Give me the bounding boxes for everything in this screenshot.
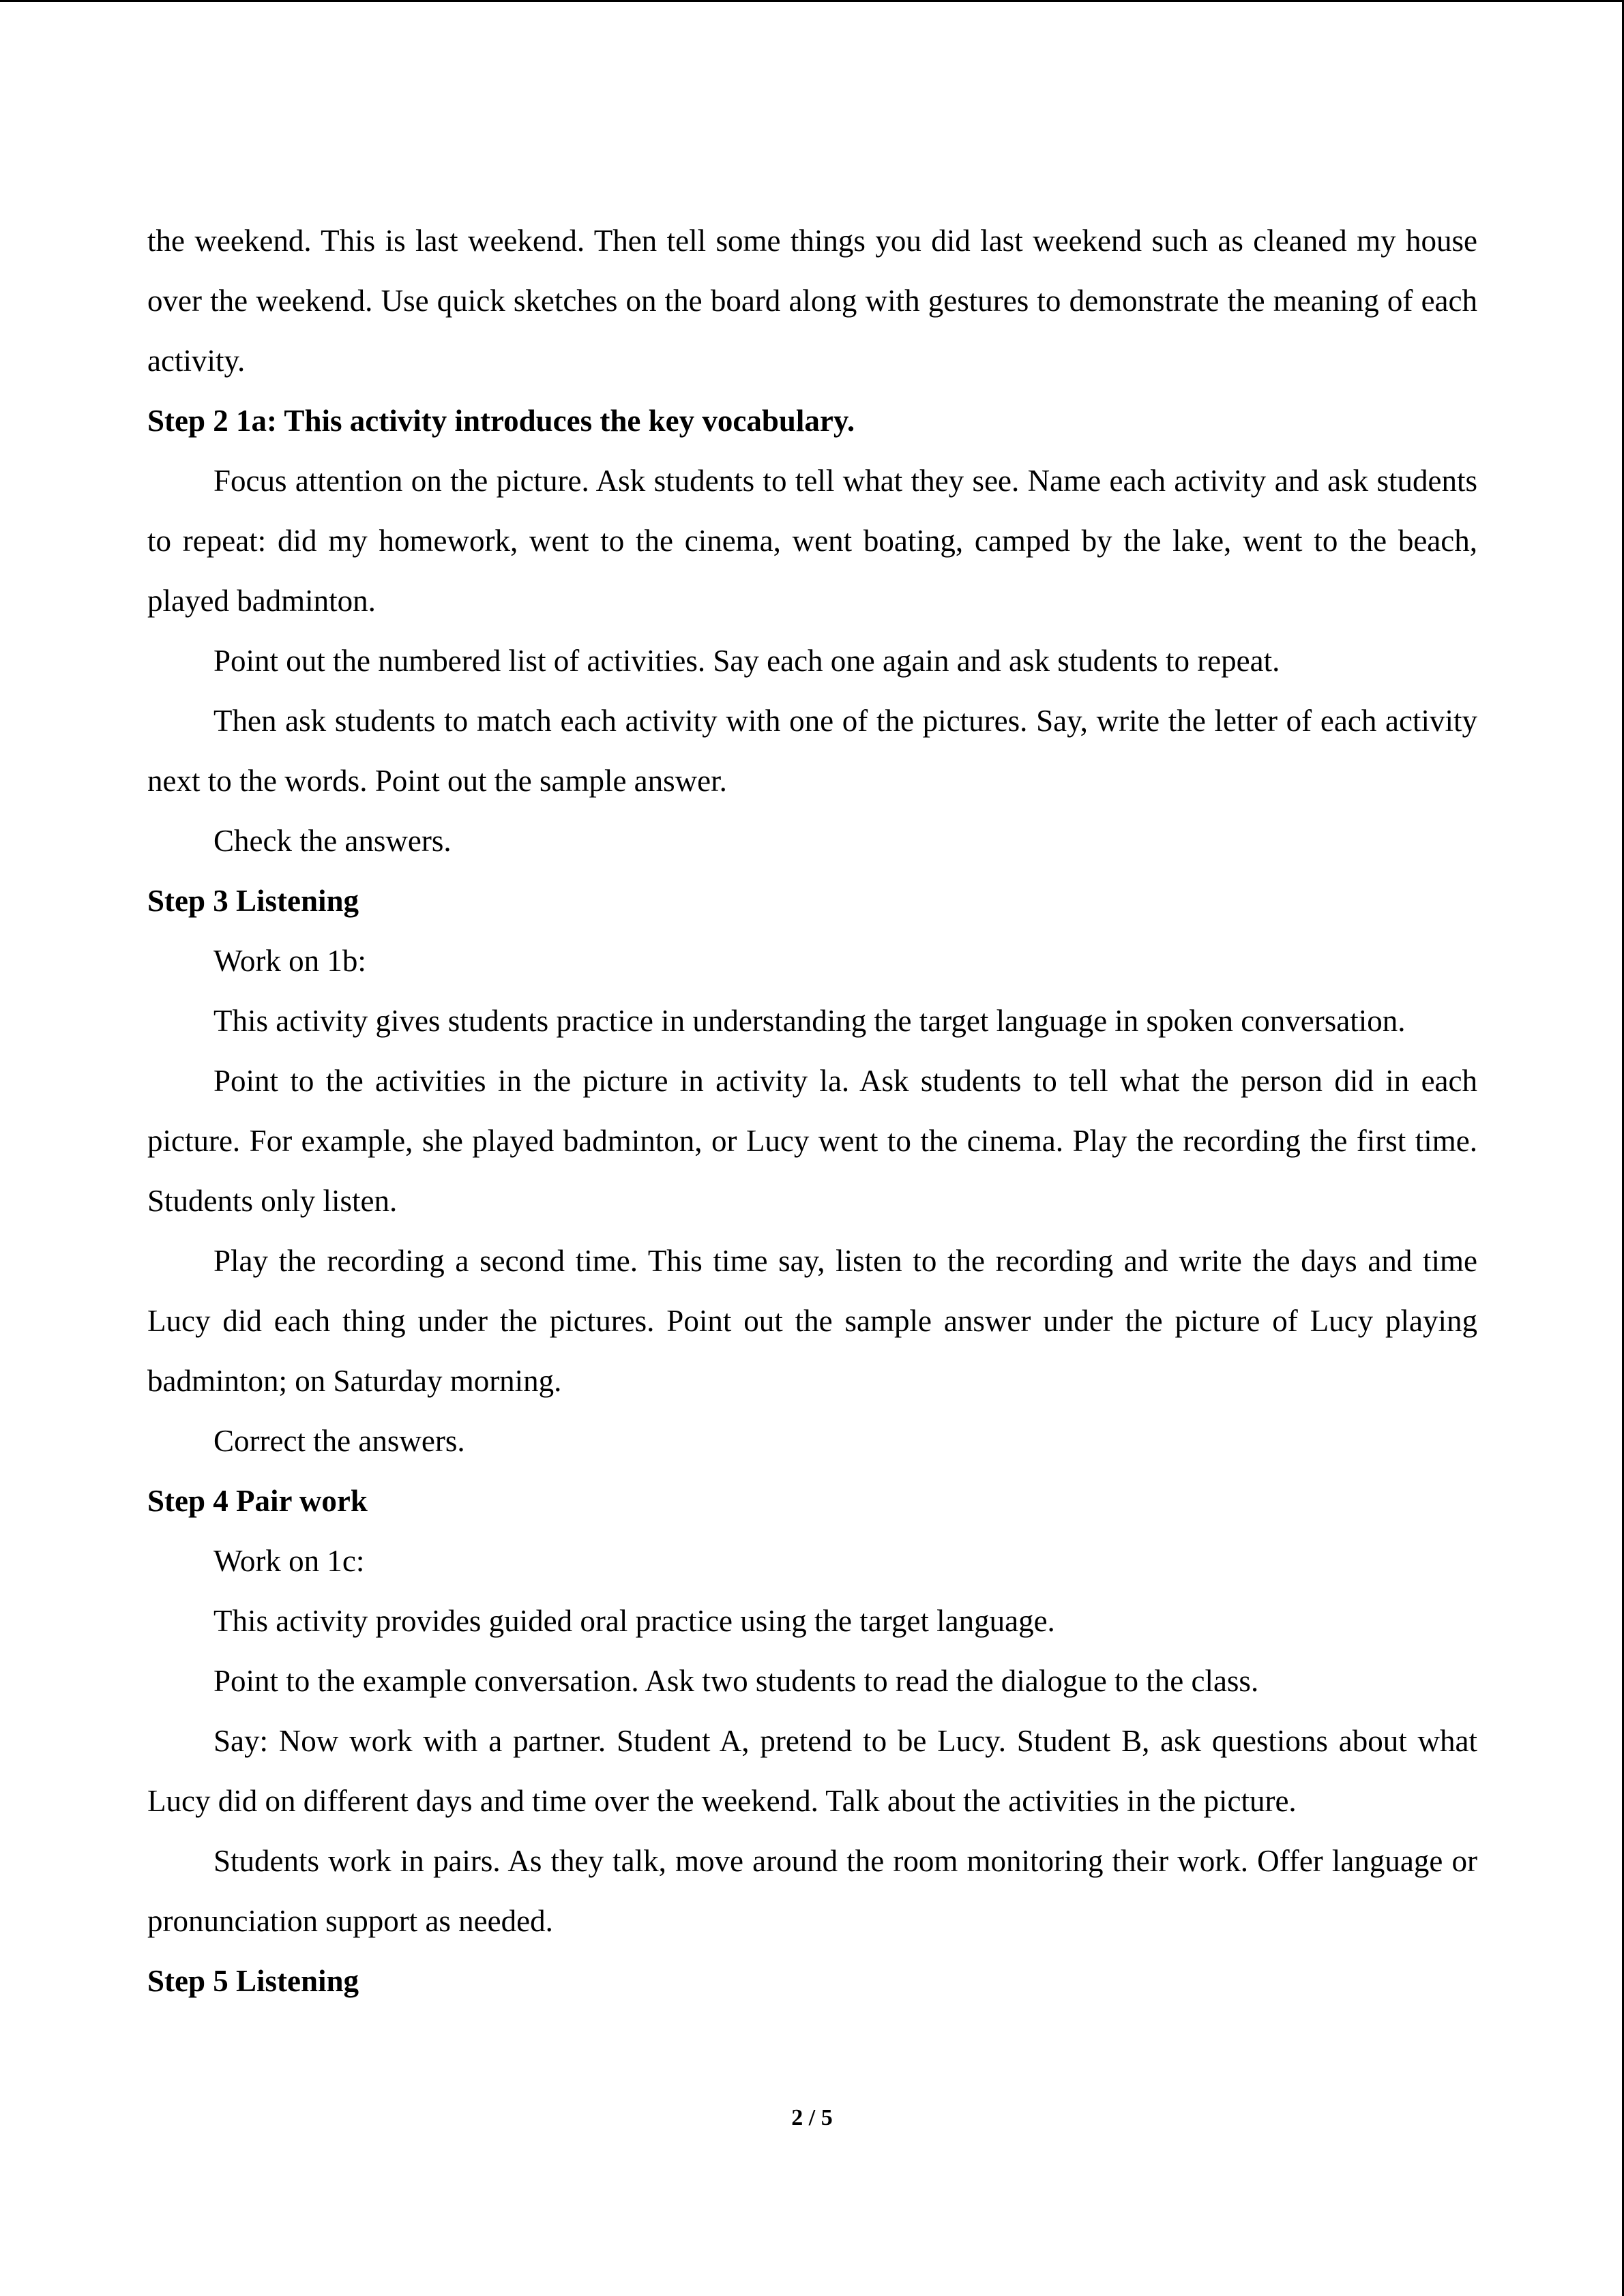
paragraph-step-4-example: Point to the example conversation. Ask two students to read the dialogue to the class.: [213, 1664, 1259, 1698]
paragraph-intro-continuation: the weekend. This is last weekend. Then tell some things you did last weekend such as cleaned my house over the weekend. Use quick sketches on the board along with gestures to demonstrate the meaning of each activity.: [147, 224, 1477, 378]
heading-step-2: Step 2 1a: This activity introduces the key vocabulary.: [147, 404, 855, 438]
paragraph-step-2-focus: Focus attention on the picture. Ask students to tell what they see. Name each activity and ask students to repeat: did my homework, went to the cinema, went boating, camped by the lake, went to the beach, played badminton.: [147, 464, 1477, 618]
paragraph-step-4-say: Say: Now work with a partner. Student A, pretend to be Lucy. Student B, ask questions about what Lucy did on different days and time over the weekend. Talk about the activities in the picture.: [147, 1724, 1477, 1818]
paragraph-step-2-check: Check the answers.: [213, 824, 452, 858]
paragraph-step-3-point: Point to the activities in the picture in activity la. Ask students to tell what the person did in each picture. For example, she played badminton, or Lucy went to the cinema. Play the recording the first time. Students only listen.: [147, 1064, 1477, 1218]
paragraph-step-3-purpose: This activity gives students practice in understanding the target language in spoken conversation.: [213, 1004, 1406, 1038]
paragraph-step-4-purpose: This activity provides guided oral practice using the target language.: [213, 1604, 1055, 1638]
page-number: 2 / 5: [791, 2105, 833, 2130]
paragraph-step-3-second-play: Play the recording a second time. This time say, listen to the recording and write the days and time Lucy did each thing under the pictures. Point out the sample answer under the picture of Lucy playing badminton; on Saturday morning.: [147, 1244, 1477, 1398]
paragraph-step-3-work-on: Work on 1b:: [213, 944, 366, 978]
paragraph-step-4-pairs: Students work in pairs. As they talk, move around the room monitoring their work. Offer language or pronunciation support as needed.: [147, 1844, 1477, 1938]
page-body: [147, 211, 1477, 2011]
heading-step-3: Step 3 Listening: [147, 884, 359, 918]
heading-step-5: Step 5 Listening: [147, 1964, 359, 1998]
paragraph-step-2-match: Then ask students to match each activity with one of the pictures. Say, write the letter of each activity next to the words. Point out the sample answer.: [147, 704, 1477, 798]
paragraph-step-3-correct: Correct the answers.: [213, 1424, 465, 1458]
paragraph-step-4-work-on: Work on 1c:: [213, 1544, 365, 1578]
heading-step-4: Step 4 Pair work: [147, 1484, 368, 1518]
paragraph-step-2-numbered-list: Point out the numbered list of activities. Say each one again and ask students to repeat.: [213, 644, 1280, 678]
